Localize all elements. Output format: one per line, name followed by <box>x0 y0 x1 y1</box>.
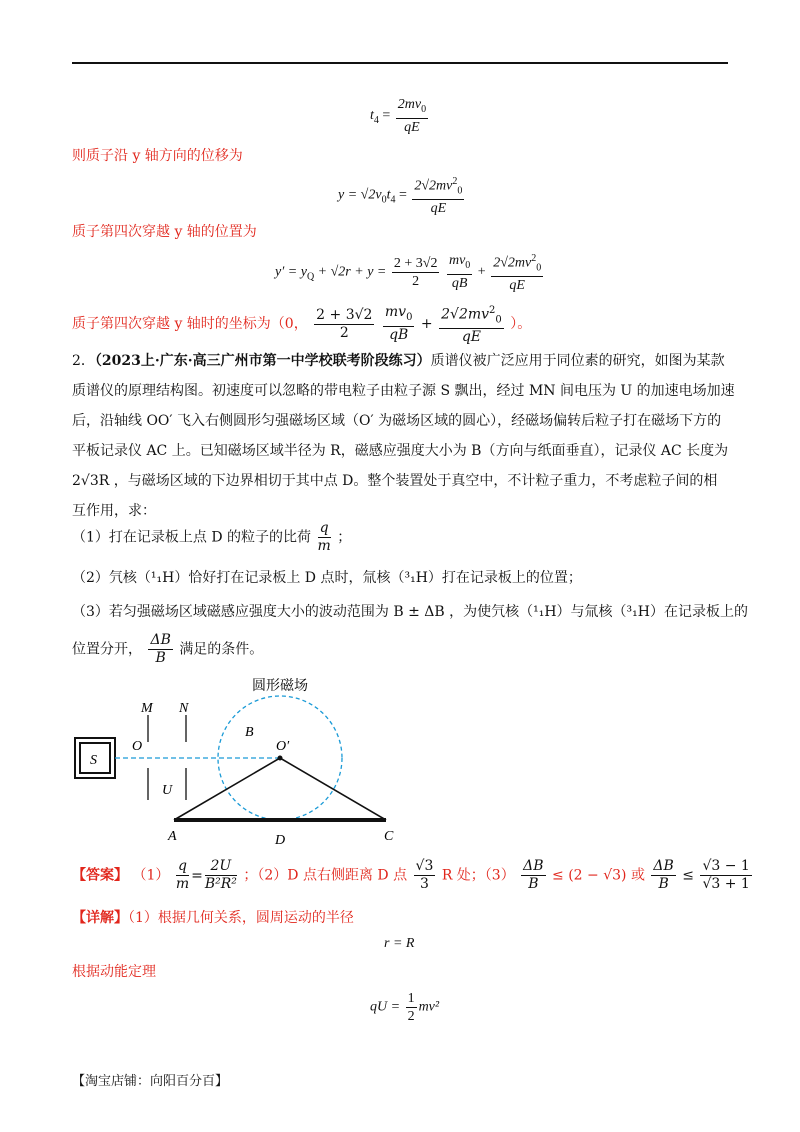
a3-f3-den: √3 + 1 <box>702 876 750 892</box>
detail-text: （1）根据几何关系，圆周运动的半径 <box>128 910 354 926</box>
question-3-line-1: （3）若匀强磁场区域磁感应强度大小的波动范围为 B ± ΔB ，为使氕核（¹₁H）与氚核（³₁H）在记录板上的 <box>72 604 748 620</box>
answer-1-lhs <box>176 858 189 893</box>
eq-t4-lhs-sub: 4 <box>373 114 379 126</box>
a3-mid: ≤ (2 − √3) 或 <box>552 867 645 884</box>
eq-yp-lhs-sub: Q <box>306 271 315 283</box>
label-D: D <box>275 833 286 848</box>
answer-3-frac1 <box>521 858 545 893</box>
eq-yp-frac1 <box>392 255 440 290</box>
q3-den: B <box>155 650 166 666</box>
equation-y <box>338 173 466 217</box>
eq-yp-frac3 <box>491 250 543 294</box>
a3-f1-den: B <box>528 876 539 892</box>
eq-yp-f3-den: qE <box>509 278 525 294</box>
answer-tag: 【答案】 <box>72 867 128 884</box>
a1-num: 2U <box>210 858 232 874</box>
answer-3-frac2 <box>651 858 675 893</box>
problem-text-1: 质谱仪被广泛应用于同位素的研究，如图为某款 <box>430 353 725 369</box>
question-1-fraction <box>318 520 331 555</box>
eq-y-equals: = <box>398 187 407 203</box>
label-B: B <box>245 725 254 740</box>
problem-text-2: 质谱仪的原理结构图。初速度可以忽略的带电粒子由粒子源 S 飘出，经过 MN 间电压为 U 的加速电场加速 <box>72 383 735 399</box>
eq-yp-lhs: y′ = y <box>275 264 307 280</box>
mass-spectrometer-figure <box>60 670 440 850</box>
solution-line-1: 则质子沿 y 轴方向的位移为 <box>72 148 243 164</box>
eq-yp-f3-num: 2√2mv <box>493 255 532 271</box>
problem-number: 2． <box>72 353 95 369</box>
a3-f2-num: ΔB <box>653 858 674 874</box>
eq2-fraction <box>406 990 417 1025</box>
eq-y-num-sup: 2 <box>452 176 458 187</box>
problem-text-3: 后，沿轴线 OO′ 飞入右侧圆形匀强磁场区域（O′ 为磁场区域的圆心），经磁场偏转后粒子打在磁场下方的 <box>72 413 722 429</box>
problem-text-6: 互作用，求： <box>72 503 156 519</box>
footer-shop: 【淘宝店铺：向阳百分百】 <box>72 1074 229 1089</box>
label-C: C <box>384 829 394 844</box>
detail-tag: 【详解】 <box>72 910 128 926</box>
eq-y-den: qE <box>430 201 447 217</box>
answer-2-fraction <box>414 858 436 893</box>
eq-t4-den: qE <box>404 119 420 135</box>
eq2-rhs: mv² <box>418 999 440 1015</box>
a1-lhs-den: m <box>175 876 190 892</box>
solution-line-3-post: ）。 <box>510 316 532 333</box>
coord-f3-num-sup: 2 <box>489 305 496 316</box>
label-O: O <box>132 739 143 754</box>
a2-den: 3 <box>419 876 429 892</box>
label-S: S <box>90 753 97 768</box>
label-M: M <box>141 701 153 716</box>
detail-line-2: 根据动能定理 <box>72 964 156 980</box>
eq-yp-plus: + <box>477 264 486 280</box>
eq-yp-frac2 <box>447 252 472 292</box>
eq-y-lhs: y = √2v <box>338 187 382 203</box>
header-rule <box>72 62 728 64</box>
solution-line-3 <box>72 302 531 346</box>
a3-f2-den: B <box>658 876 669 892</box>
eq-y-fraction <box>412 173 464 217</box>
coord-f1-num: 2 + 3√2 <box>316 306 373 323</box>
question-1-text: （1）打在记录板上点 D 的粒子的比荷 <box>72 529 312 546</box>
a1-eq: = <box>191 867 203 884</box>
q3-l2-pre: 位置分开， <box>72 641 142 658</box>
answer-p1: （1） <box>132 867 170 884</box>
eq-t4-lhs: t <box>370 108 374 124</box>
coord-f2-den: qB <box>389 327 409 344</box>
eq-yp-f1-den: 2 <box>412 273 420 289</box>
coord-f2-num: mv <box>384 304 407 321</box>
label-A: A <box>168 829 177 844</box>
solution-line-3-pre: 质子第四次穿越 y 轴时的坐标为（0， <box>72 316 308 333</box>
eq-y-mid: t <box>386 187 391 203</box>
a3-le: ≤ <box>682 867 694 884</box>
coord-frac3 <box>439 302 504 346</box>
answer-3-frac3 <box>700 858 751 893</box>
line-Oprime-C <box>280 758 386 820</box>
answer-p2-post: R 处；（3） <box>441 867 515 884</box>
figure-title: 圆形磁场 <box>252 679 308 694</box>
q3-fraction <box>148 632 172 667</box>
answer-p2: ；（2）D 点右侧距离 D 点 <box>243 867 408 884</box>
coord-f3-num: 2√2mv <box>441 306 490 323</box>
eq-t4-fraction <box>396 96 428 136</box>
question-3-line-2 <box>72 632 263 667</box>
problem-text-5: 2√3R ，与磁场区域的下边界相切于其中点 D。整个装置处于真空中，不计粒子重力，不考虑粒子间的相 <box>72 473 718 489</box>
label-Oprime: O′ <box>276 739 290 754</box>
eq-yp-rest: + √2r + y = <box>314 264 387 280</box>
coord-f3-den: qE <box>461 329 482 346</box>
q1-den: m <box>317 538 331 554</box>
coord-f2-num-sub: 0 <box>406 312 413 324</box>
eq-yp-f2-num: mv <box>448 253 466 269</box>
eq-yp-f3-num-sup: 2 <box>531 253 537 264</box>
coord-f3-num-sub: 0 <box>495 314 502 326</box>
answer-line <box>72 858 754 893</box>
solution-line-2: 质子第四次穿越 y 轴的位置为 <box>72 224 257 240</box>
eq-y-num-sub: 0 <box>457 185 463 197</box>
line-Oprime-A <box>174 758 280 820</box>
q3-l2-post: 满足的条件。 <box>179 641 264 658</box>
coord-frac1 <box>314 307 374 342</box>
eq2-den: 2 <box>407 1009 415 1024</box>
eq2-num: 1 <box>407 991 415 1006</box>
coord-frac2 <box>383 304 415 344</box>
problem-text-4: 平板记录仪 AC 上。已知磁场区域半径为 R，磁感应强度大小为 B（方向与纸面垂直），记录仪 AC 长度为 <box>72 443 729 459</box>
q3-num: ΔB <box>150 632 171 648</box>
question-1 <box>72 520 351 555</box>
eq-y-lhs-sub: 0 <box>381 194 387 206</box>
label-N: N <box>179 701 189 716</box>
eq-yp-f2-den: qB <box>451 276 468 292</box>
a3-f3-num: √3 − 1 <box>702 858 750 874</box>
eq-y-num: 2√2mv <box>414 178 453 194</box>
question-2: （2）氕核（¹₁H）恰好打在记录板上 D 点时，氚核（³₁H）打在记录板上的位置； <box>72 570 582 586</box>
q1-num: q <box>319 520 329 536</box>
problem-source: （2023上·广东·高三广州市第一中学校联考阶段练习） <box>94 353 431 369</box>
coord-plus: + <box>420 316 433 333</box>
eq-yp-f2-num-sub: 0 <box>465 260 471 272</box>
eq-t4-num-sub: 0 <box>421 103 427 115</box>
a1-lhs-num: q <box>177 858 187 874</box>
eq-yp-f1-num: 2 + 3√2 <box>393 255 438 271</box>
detail-eq-1: r = R <box>384 936 415 951</box>
a3-f1-num: ΔB <box>523 858 544 874</box>
eq-t4-num: 2mv <box>397 97 422 112</box>
answer-1-rhs <box>205 858 237 893</box>
equation-yprime <box>275 250 545 294</box>
eq-y-mid-sub: 4 <box>390 194 396 206</box>
question-1-post: ； <box>337 529 352 546</box>
label-U: U <box>162 783 173 798</box>
eq2-lhs: qU = <box>370 999 401 1015</box>
detail-eq-2 <box>370 990 439 1025</box>
eq-yp-f3-num-sub: 0 <box>536 262 542 274</box>
problem-statement <box>72 346 735 526</box>
a1-den: B²R² <box>204 876 237 892</box>
a2-num: √3 <box>415 858 434 874</box>
detail-line-1 <box>72 908 354 928</box>
equation-t4: $t_4$ = $\frac{2mv_0}{qE}$ <box>370 97 427 135</box>
coord-f1-den: 2 <box>339 324 349 341</box>
